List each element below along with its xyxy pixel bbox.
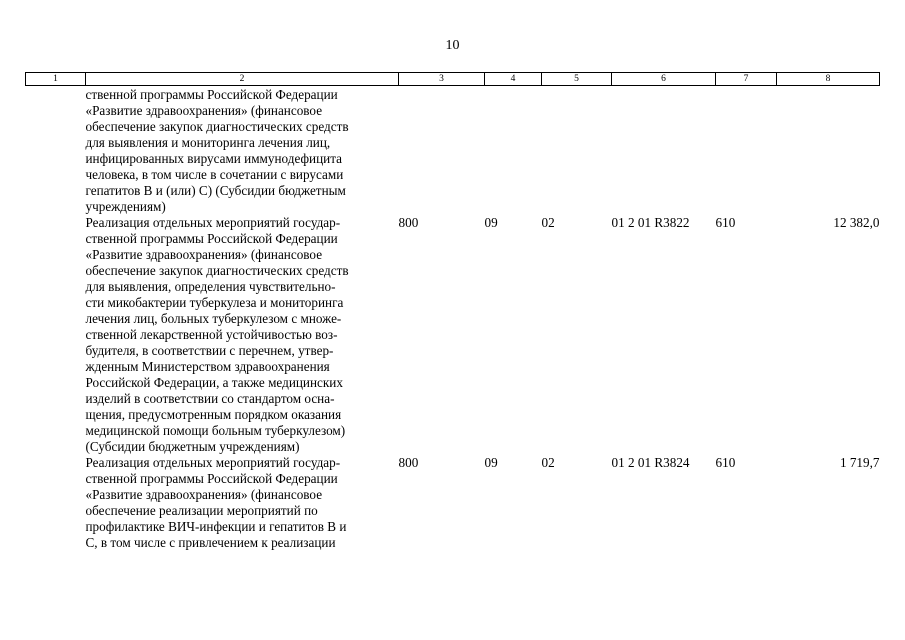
description-line: сти микобактерии туберкулеза и мониторинга	[85, 295, 344, 310]
column-header-5: 5	[542, 73, 612, 86]
description-line: человека, в том числе в сочетании с вирусами	[85, 167, 344, 182]
description-line: обеспечение закупок диагностических средств	[85, 263, 349, 278]
column-header-2: 2	[86, 73, 399, 86]
description-line: Реализация отдельных мероприятий государ-	[85, 455, 341, 470]
description-line: Реализация отдельных мероприятий государ-	[85, 215, 341, 230]
description-line: медицинской помощи больным туберкулезом)	[85, 423, 346, 438]
description-line: щения, предусмотренным порядком оказания	[85, 407, 342, 422]
subsection-code-cell	[542, 86, 612, 216]
page-number: 10	[445, 38, 460, 53]
description-line: инфицированных вирусами иммунодефицита	[85, 151, 342, 166]
description-line: для выявления и мониторинга лечения лиц,	[85, 135, 331, 150]
column-header-6: 6	[612, 73, 716, 86]
description-line: учреждениям)	[85, 199, 166, 214]
description-line: (Субсидии бюджетным учреждениям)	[85, 439, 300, 454]
subsection-code-cell: 02	[541, 455, 555, 470]
row-number-cell	[26, 455, 86, 551]
column-header-1: 1	[26, 73, 86, 86]
table-row	[26, 455, 880, 551]
column-header-3: 3	[399, 73, 485, 86]
description-line: Российской Федерации, а также медицинских	[85, 375, 343, 390]
target-article-cell: 01 2 01 R3824	[611, 455, 690, 470]
description-line: обеспечение реализации мероприятий по	[85, 503, 318, 518]
description-line: обеспечение закупок диагностических средств	[85, 119, 349, 134]
table-row	[26, 86, 880, 216]
amount-cell: 12 382,0	[833, 215, 880, 230]
row-number-cell	[26, 86, 86, 216]
section-code-cell: 09	[484, 215, 498, 230]
description-line: для выявления, определения чувствительно-	[85, 279, 336, 294]
ministry-code-cell	[399, 86, 485, 216]
description-line: гепатитов В и (или) С) (Субсидии бюджетным	[85, 183, 346, 198]
target-article-cell: 01 2 01 R3822	[611, 215, 690, 230]
ministry-code-cell: 800	[398, 455, 419, 470]
description-line: ственной программы Российской Федерации	[85, 87, 338, 102]
description-line: жденным Министерством здравоохранения	[85, 359, 330, 374]
column-number-header	[26, 73, 880, 86]
description-line: будителя, в соответствии с перечнем, утвер-	[85, 343, 334, 358]
column-header-7: 7	[716, 73, 777, 86]
target-article-cell	[612, 86, 716, 216]
subsection-code-cell: 02	[541, 215, 555, 230]
description-line: «Развитие здравоохранения» (финансовое	[85, 487, 323, 502]
description-cell	[86, 86, 399, 216]
description-line: «Развитие здравоохранения» (финансовое	[85, 247, 323, 262]
expense-type-cell: 610	[715, 215, 736, 230]
budget-table	[25, 72, 880, 551]
column-header-8: 8	[777, 73, 880, 86]
section-code-cell	[485, 86, 542, 216]
description-line: ственной программы Российской Федерации	[85, 471, 338, 486]
column-header-4: 4	[485, 73, 542, 86]
description-line: С, в том числе с привлечением к реализации	[85, 535, 336, 550]
description-cell	[86, 215, 399, 455]
expense-type-cell: 610	[715, 455, 736, 470]
description-line: ственной лекарственной устойчивостью воз-	[85, 327, 338, 342]
description-line: изделий в соответствии со стандартом осна-	[85, 391, 335, 406]
row-number-cell	[26, 215, 86, 455]
description-line: «Развитие здравоохранения» (финансовое	[85, 103, 323, 118]
amount-cell	[777, 86, 880, 216]
description-cell	[86, 455, 399, 551]
description-line: ственной программы Российской Федерации	[85, 231, 338, 246]
table-row	[26, 215, 880, 455]
amount-cell: 1 719,7	[839, 455, 880, 470]
section-code-cell: 09	[484, 455, 498, 470]
expense-type-cell	[716, 86, 777, 216]
ministry-code-cell: 800	[398, 215, 419, 230]
description-line: лечения лиц, больных туберкулезом с множе-	[85, 311, 342, 326]
description-line: профилактике ВИЧ-инфекции и гепатитов В и	[85, 519, 347, 534]
